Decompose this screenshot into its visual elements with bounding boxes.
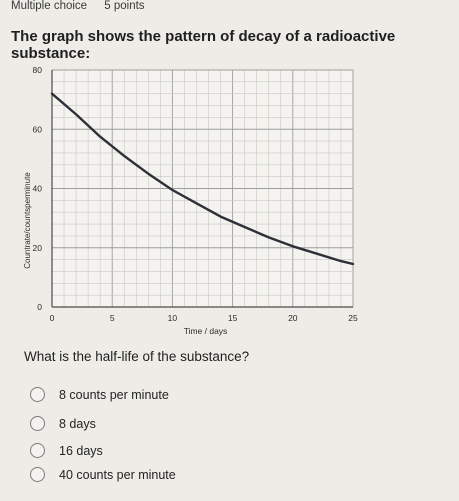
y-axis-label: Countrate/countsperminute bbox=[23, 172, 32, 269]
x-tick-label: 0 bbox=[49, 313, 55, 323]
question-ask: What is the half-life of the substance? bbox=[24, 349, 250, 364]
points-label: 5 points bbox=[104, 0, 145, 12]
radio-button[interactable] bbox=[30, 467, 45, 482]
radio-button[interactable] bbox=[30, 416, 45, 431]
y-tick-label: 0 bbox=[37, 302, 42, 312]
option-16-days[interactable] bbox=[30, 443, 103, 458]
x-tick-label: 5 bbox=[109, 313, 115, 323]
y-tick-label: 60 bbox=[32, 124, 42, 135]
option-label: 16 days bbox=[59, 443, 103, 458]
option-label: 8 counts per minute bbox=[59, 387, 169, 402]
option-8-days[interactable] bbox=[30, 416, 96, 431]
y-tick-label: 80 bbox=[32, 65, 42, 75]
radio-button[interactable] bbox=[30, 387, 45, 402]
x-tick-label: 25 bbox=[348, 313, 358, 323]
x-tick-label: 20 bbox=[288, 313, 298, 323]
y-tick-label: 20 bbox=[32, 242, 42, 253]
question-prompt: The graph shows the pattern of decay of a radioactive substance: bbox=[11, 28, 396, 62]
radio-button[interactable] bbox=[30, 443, 45, 458]
option-8-counts-per-minute[interactable] bbox=[30, 387, 169, 402]
option-label: 40 counts per minute bbox=[59, 467, 176, 482]
x-tick-label: 10 bbox=[167, 313, 178, 323]
question-type-label: Multiple choice bbox=[11, 0, 88, 12]
option-40-counts-per-minute[interactable] bbox=[30, 467, 176, 482]
y-tick-label: 40 bbox=[32, 183, 42, 194]
option-label: 8 days bbox=[59, 416, 96, 431]
x-axis-label: Time / days bbox=[183, 326, 228, 336]
x-tick-label: 15 bbox=[227, 313, 238, 323]
